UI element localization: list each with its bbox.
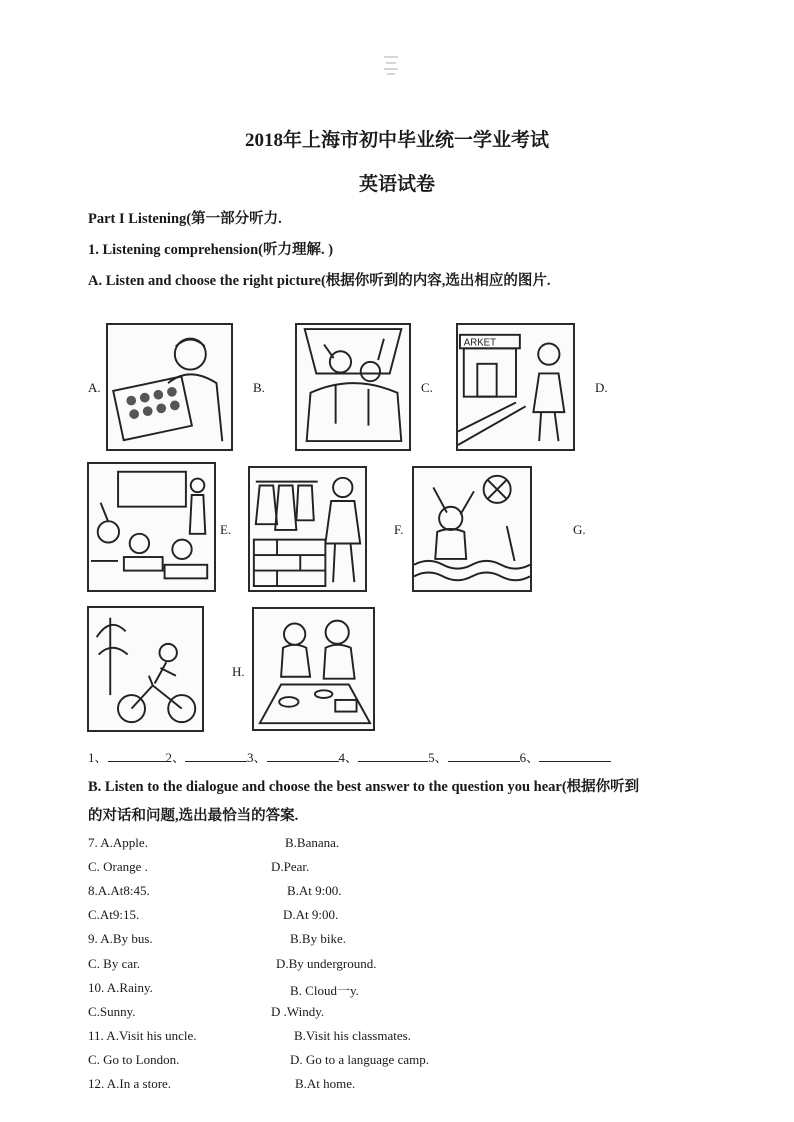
option-11a: 11. A.Visit his uncle. <box>88 1028 197 1043</box>
picture-cycling <box>87 606 204 732</box>
picture-picnic <box>252 607 375 731</box>
page-title: 2018年上海市初中毕业统一学业考试 <box>244 130 549 151</box>
option-11b: B.Visit his classmates. <box>294 1028 411 1043</box>
picture-swimming-pool <box>412 466 532 592</box>
option-11c: C. Go to London. <box>88 1052 180 1067</box>
answer-blanks-row <box>88 747 628 766</box>
option-10a: 10. A.Rainy. <box>88 980 153 995</box>
answer-blank-4[interactable] <box>358 750 428 762</box>
option-8d: D.At 9:00. <box>283 907 339 922</box>
picture-clothes-shop <box>248 466 367 592</box>
picture-market <box>456 323 575 451</box>
option-7b: B.Banana. <box>285 835 340 850</box>
answer-blank-2[interactable] <box>185 750 247 762</box>
option-9b: B.By bike. <box>290 931 346 946</box>
picture-label-a: A. <box>88 380 101 395</box>
answer-number-1: 1、 <box>88 750 108 765</box>
watermark-mark <box>380 52 402 78</box>
answer-blank-1[interactable] <box>108 750 166 762</box>
market-sign-text: ARKET <box>463 337 497 349</box>
option-7d: D.Pear. <box>271 859 310 874</box>
answer-blank-6[interactable] <box>539 750 611 762</box>
picture-baking-cookies <box>106 323 233 451</box>
picture-label-e: E. <box>220 522 232 537</box>
option-8c: C.At9:15. <box>88 907 140 922</box>
option-9a: 9. A.By bus. <box>88 931 153 946</box>
option-7a: 7. A.Apple. <box>88 835 148 850</box>
answer-blank-3[interactable] <box>267 750 339 762</box>
picture-classroom <box>87 462 216 592</box>
picture-label-c: C. <box>421 380 433 395</box>
picture-label-f: F. <box>394 522 404 537</box>
answer-number-6: 6、 <box>519 750 540 765</box>
part-heading: Part I Listening(第一部分听力. <box>88 211 282 227</box>
option-12a: 12. A.In a store. <box>88 1076 172 1091</box>
section-b-heading: B. Listen to the dialogue and choose the best answer to the question you hear(根据你听到 <box>88 779 640 795</box>
answer-number-4: 4、 <box>338 750 359 765</box>
page-subtitle: 英语试卷 <box>358 174 435 195</box>
option-11d: D. Go to a language camp. <box>290 1052 429 1067</box>
answer-number-3: 3、 <box>247 750 267 765</box>
option-10c: C.Sunny. <box>88 1004 136 1019</box>
section-a-heading: A. Listen and choose the right picture(根据你听到的内容,选出相应的图片. <box>88 273 551 289</box>
picture-label-g: G. <box>573 522 586 537</box>
option-10d: D .Windy. <box>271 1004 325 1019</box>
section-b-heading-cont: 的对话和问题,选出最恰当的答案. <box>88 808 299 824</box>
section-heading: 1. Listening comprehension(听力理解. ) <box>88 242 334 258</box>
picture-label-b: B. <box>253 380 265 395</box>
option-8a: 8.A.At8:45. <box>88 883 150 898</box>
answer-number-5: 5、 <box>428 750 448 765</box>
option-9c: C. By car. <box>88 956 140 971</box>
picture-label-d: D. <box>595 380 608 395</box>
option-8b: B.At 9:00. <box>287 883 342 898</box>
answer-number-2: 2、 <box>165 750 186 765</box>
picture-label-h: H. <box>232 664 245 679</box>
option-10b: B. Cloud一y. <box>290 983 359 998</box>
picture-car-ride <box>295 323 411 451</box>
option-12b: B.At home. <box>295 1076 356 1091</box>
option-9d: D.By underground. <box>276 956 377 971</box>
answer-blank-5[interactable] <box>448 750 520 762</box>
option-7c: C. Orange . <box>88 859 148 874</box>
